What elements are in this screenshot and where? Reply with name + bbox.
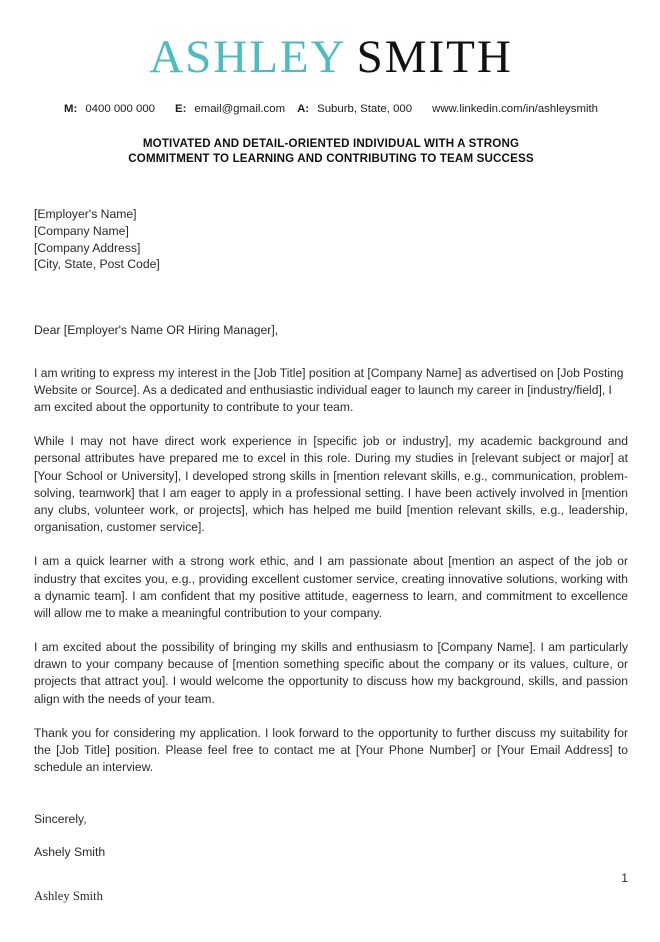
contact-details-row — [34, 103, 628, 115]
body-paragraph-2: While I may not have direct work experience in [specific job or industry], my academic background and personal attributes have prepared me to excel in this role. During my studies in [relevant subject or major] at [Your School or University], I developed strong skills in [mention relevant skills, e.g., communication, problem-solving, teamwork] that I am eager to apply in a professional setting. I have been actively involved in [mention any clubs, volunteer work, or projects], which has helped me build [mention relevant skills, e.g., leadership, organisation, customer service]. — [34, 434, 628, 535]
address-label: A: — [297, 102, 310, 115]
signature-block — [34, 811, 628, 861]
recipient-employer-name: [Employer's Name] — [34, 207, 137, 222]
recipient-city-state-postcode: [City, State, Post Code] — [34, 257, 160, 272]
footer-name: Ashley Smith — [34, 889, 103, 903]
letter-body — [34, 365, 628, 776]
email-value[interactable]: email@gmail.com — [194, 102, 286, 115]
mobile-value: 0400 000 000 — [85, 102, 155, 115]
document-content — [34, 0, 628, 861]
contact-mobile — [64, 103, 155, 115]
professional-tagline — [34, 136, 628, 167]
body-paragraph-5: Thank you for considering my application. I look forward to the opportunity to further discuss my suitability for the [Job Title] position. Please feel free to contact me at [Your Phone Number] or [Your Email Address] to schedule an interview. — [34, 725, 628, 775]
first-name: ASHLEY — [149, 31, 347, 83]
closing-phrase: Sincerely, — [34, 812, 87, 827]
address-value: Suburb, State, 000 — [317, 102, 413, 115]
body-paragraph-1: I am writing to express my interest in the [Job Title] position at [Company Name] as advertised on [Job Posting Website or Source]. As a dedicated and enthusiastic individual eager to launch my career in [industry/field], I am excited about the opportunity to contribute to your team. — [34, 365, 624, 415]
tagline-line-1: MOTIVATED AND DETAIL-ORIENTED INDIVIDUAL WITH A STRONG — [142, 136, 520, 150]
email-label: E: — [175, 102, 187, 115]
last-name: SMITH — [356, 31, 513, 83]
recipient-address-block — [34, 206, 628, 272]
page-number: 1 — [621, 871, 628, 885]
salutation: Dear [Employer's Name OR Hiring Manager], — [34, 322, 279, 337]
mobile-label: M: — [64, 102, 78, 115]
signature-name: Ashely Smith — [34, 845, 106, 860]
recipient-company-name: [Company Name] — [34, 224, 129, 238]
recipient-company-address: [Company Address] — [34, 240, 141, 255]
contact-email — [175, 103, 285, 115]
body-paragraph-3: I am a quick learner with a strong work ethic, and I am passionate about [mention an aspect of the job or industry that excites you, e.g., providing excellent customer service, creating innovative solutions, working with a dynamic team]. I am confident that my positive attitude, eagerness to learn, and commitment to excellence will allow me to make a meaningful contribution to your company. — [34, 554, 628, 620]
tagline-line-2: COMMITMENT TO LEARNING AND CONTRIBUTING TO TEAM SUCCESS — [128, 152, 534, 166]
contact-address — [297, 103, 412, 115]
linkedin-url[interactable]: www.linkedin.com/in/ashleysmith — [432, 102, 598, 115]
letterhead-name — [34, 0, 628, 83]
body-paragraph-4: I am excited about the possibility of bringing my skills and enthusiasm to [Company Name]. I am particularly drawn to your company because of [mention something specific about the company or its values, culture, or projects that attract you]. I would welcome the opportunity to discuss how my background, skills, and passion align with the needs of your team. — [34, 640, 628, 706]
